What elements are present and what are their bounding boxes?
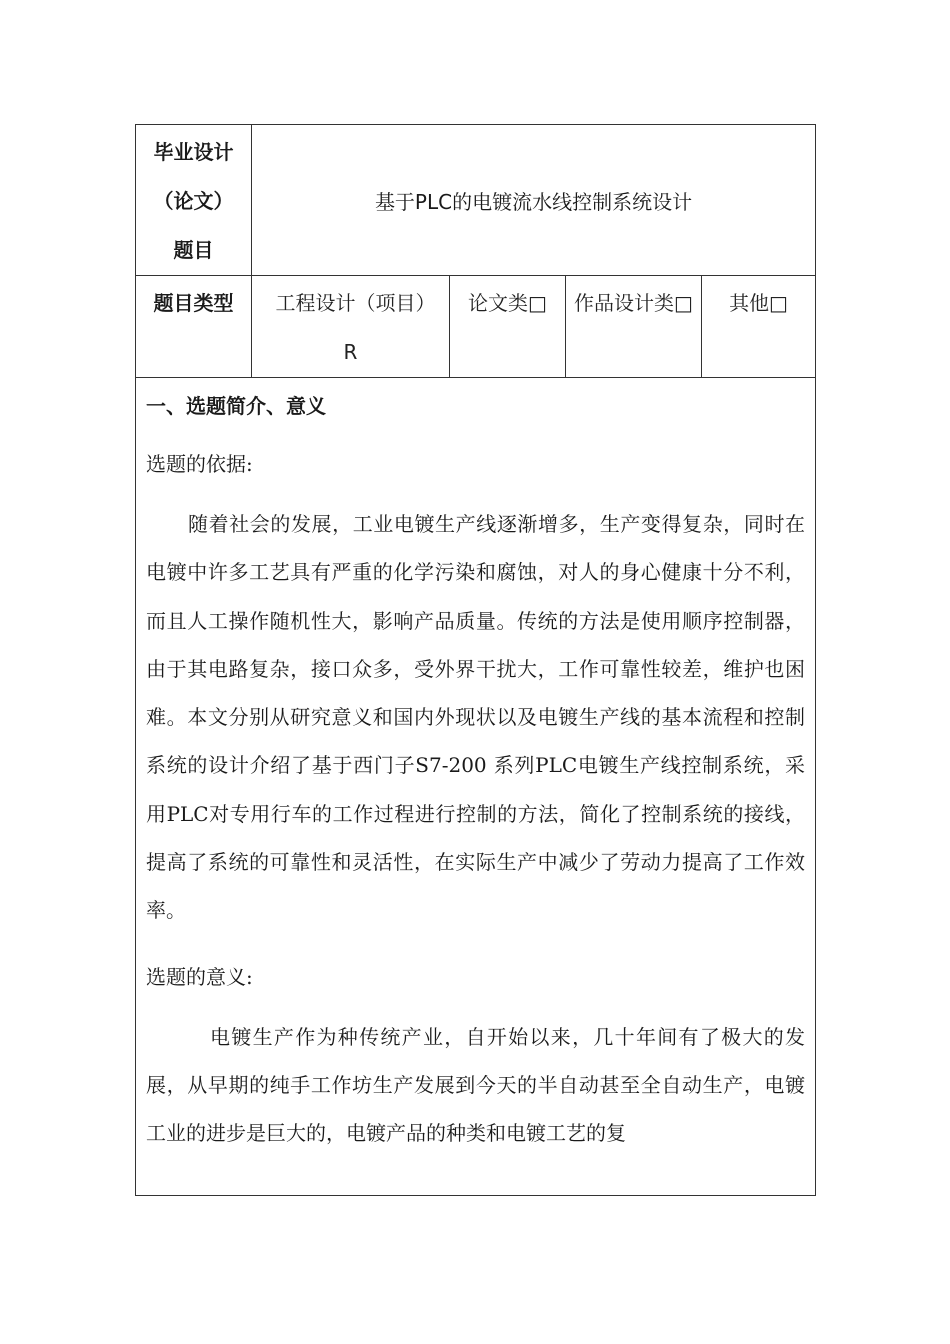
section-row bbox=[136, 378, 816, 1196]
topic-type-other-text: 其他□ bbox=[729, 291, 788, 315]
topic-type-label-text: 题目类型 bbox=[153, 291, 234, 315]
topic-type-label bbox=[136, 276, 252, 378]
thesis-title-label bbox=[136, 125, 252, 276]
meaning-label: 选题的意义: bbox=[146, 964, 253, 989]
title-row bbox=[136, 125, 816, 276]
basis-paragraph: 随着社会的发展，工业电镀生产线逐渐增多，生产变得复杂，同时在电镀中许多工艺具有严重的化学污染和腐蚀，对人的身心健康十分不利，而且人工操作随机性大，影响产品质量。传统的方法是使用顺序控制器，由于其电路复杂，接口众多，受外界干扰大，工作可靠性较差，维护也困难。本文分别从研究意义和国内外现状以及电镀生产线的基本流程和控制系统的设计介绍了基于西门子S7-200 系列PLC电镀生产线控制系统，采用PLC对专用行车的工作过程进行控制的方法，简化了控制系统的接线，提高了系统的可靠性和灵活性，在实际生产中减少了劳动力提高了工作效率。 bbox=[146, 512, 806, 923]
thesis-title-value: 基于PLC的电镀流水线控制系统设计 bbox=[252, 125, 816, 276]
meaning-paragraph: 电镀生产作为种传统产业，自开始以来，几十年间有了极大的发展，从早期的纯手工作坊生产发展到今天的半自动甚至全自动生产，电镀工业的进步是巨大的，电镀产品的种类和电镀工艺的复 bbox=[146, 1024, 806, 1146]
topic-type-engineering-text: 工程设计（项目）R bbox=[275, 291, 426, 364]
thesis-title-label-line: 毕业设计 bbox=[153, 140, 234, 164]
section-content bbox=[136, 378, 816, 1196]
section-heading: 一、选题简介、意义 bbox=[146, 394, 326, 418]
topic-type-engineering bbox=[252, 276, 450, 378]
topic-type-other bbox=[702, 276, 816, 378]
basis-label: 选题的依据: bbox=[146, 452, 253, 476]
topic-type-work-design-text: 作品设计类□ bbox=[574, 291, 693, 315]
thesis-title-label-line: （论文） bbox=[153, 189, 234, 213]
topic-type-work-design bbox=[566, 276, 702, 378]
topic-type-row bbox=[136, 276, 816, 378]
proposal-form-table bbox=[135, 124, 816, 1196]
topic-type-thesis-text: 论文类□ bbox=[468, 291, 547, 315]
topic-type-thesis bbox=[450, 276, 566, 378]
thesis-title-label-line: 题目 bbox=[173, 238, 214, 262]
